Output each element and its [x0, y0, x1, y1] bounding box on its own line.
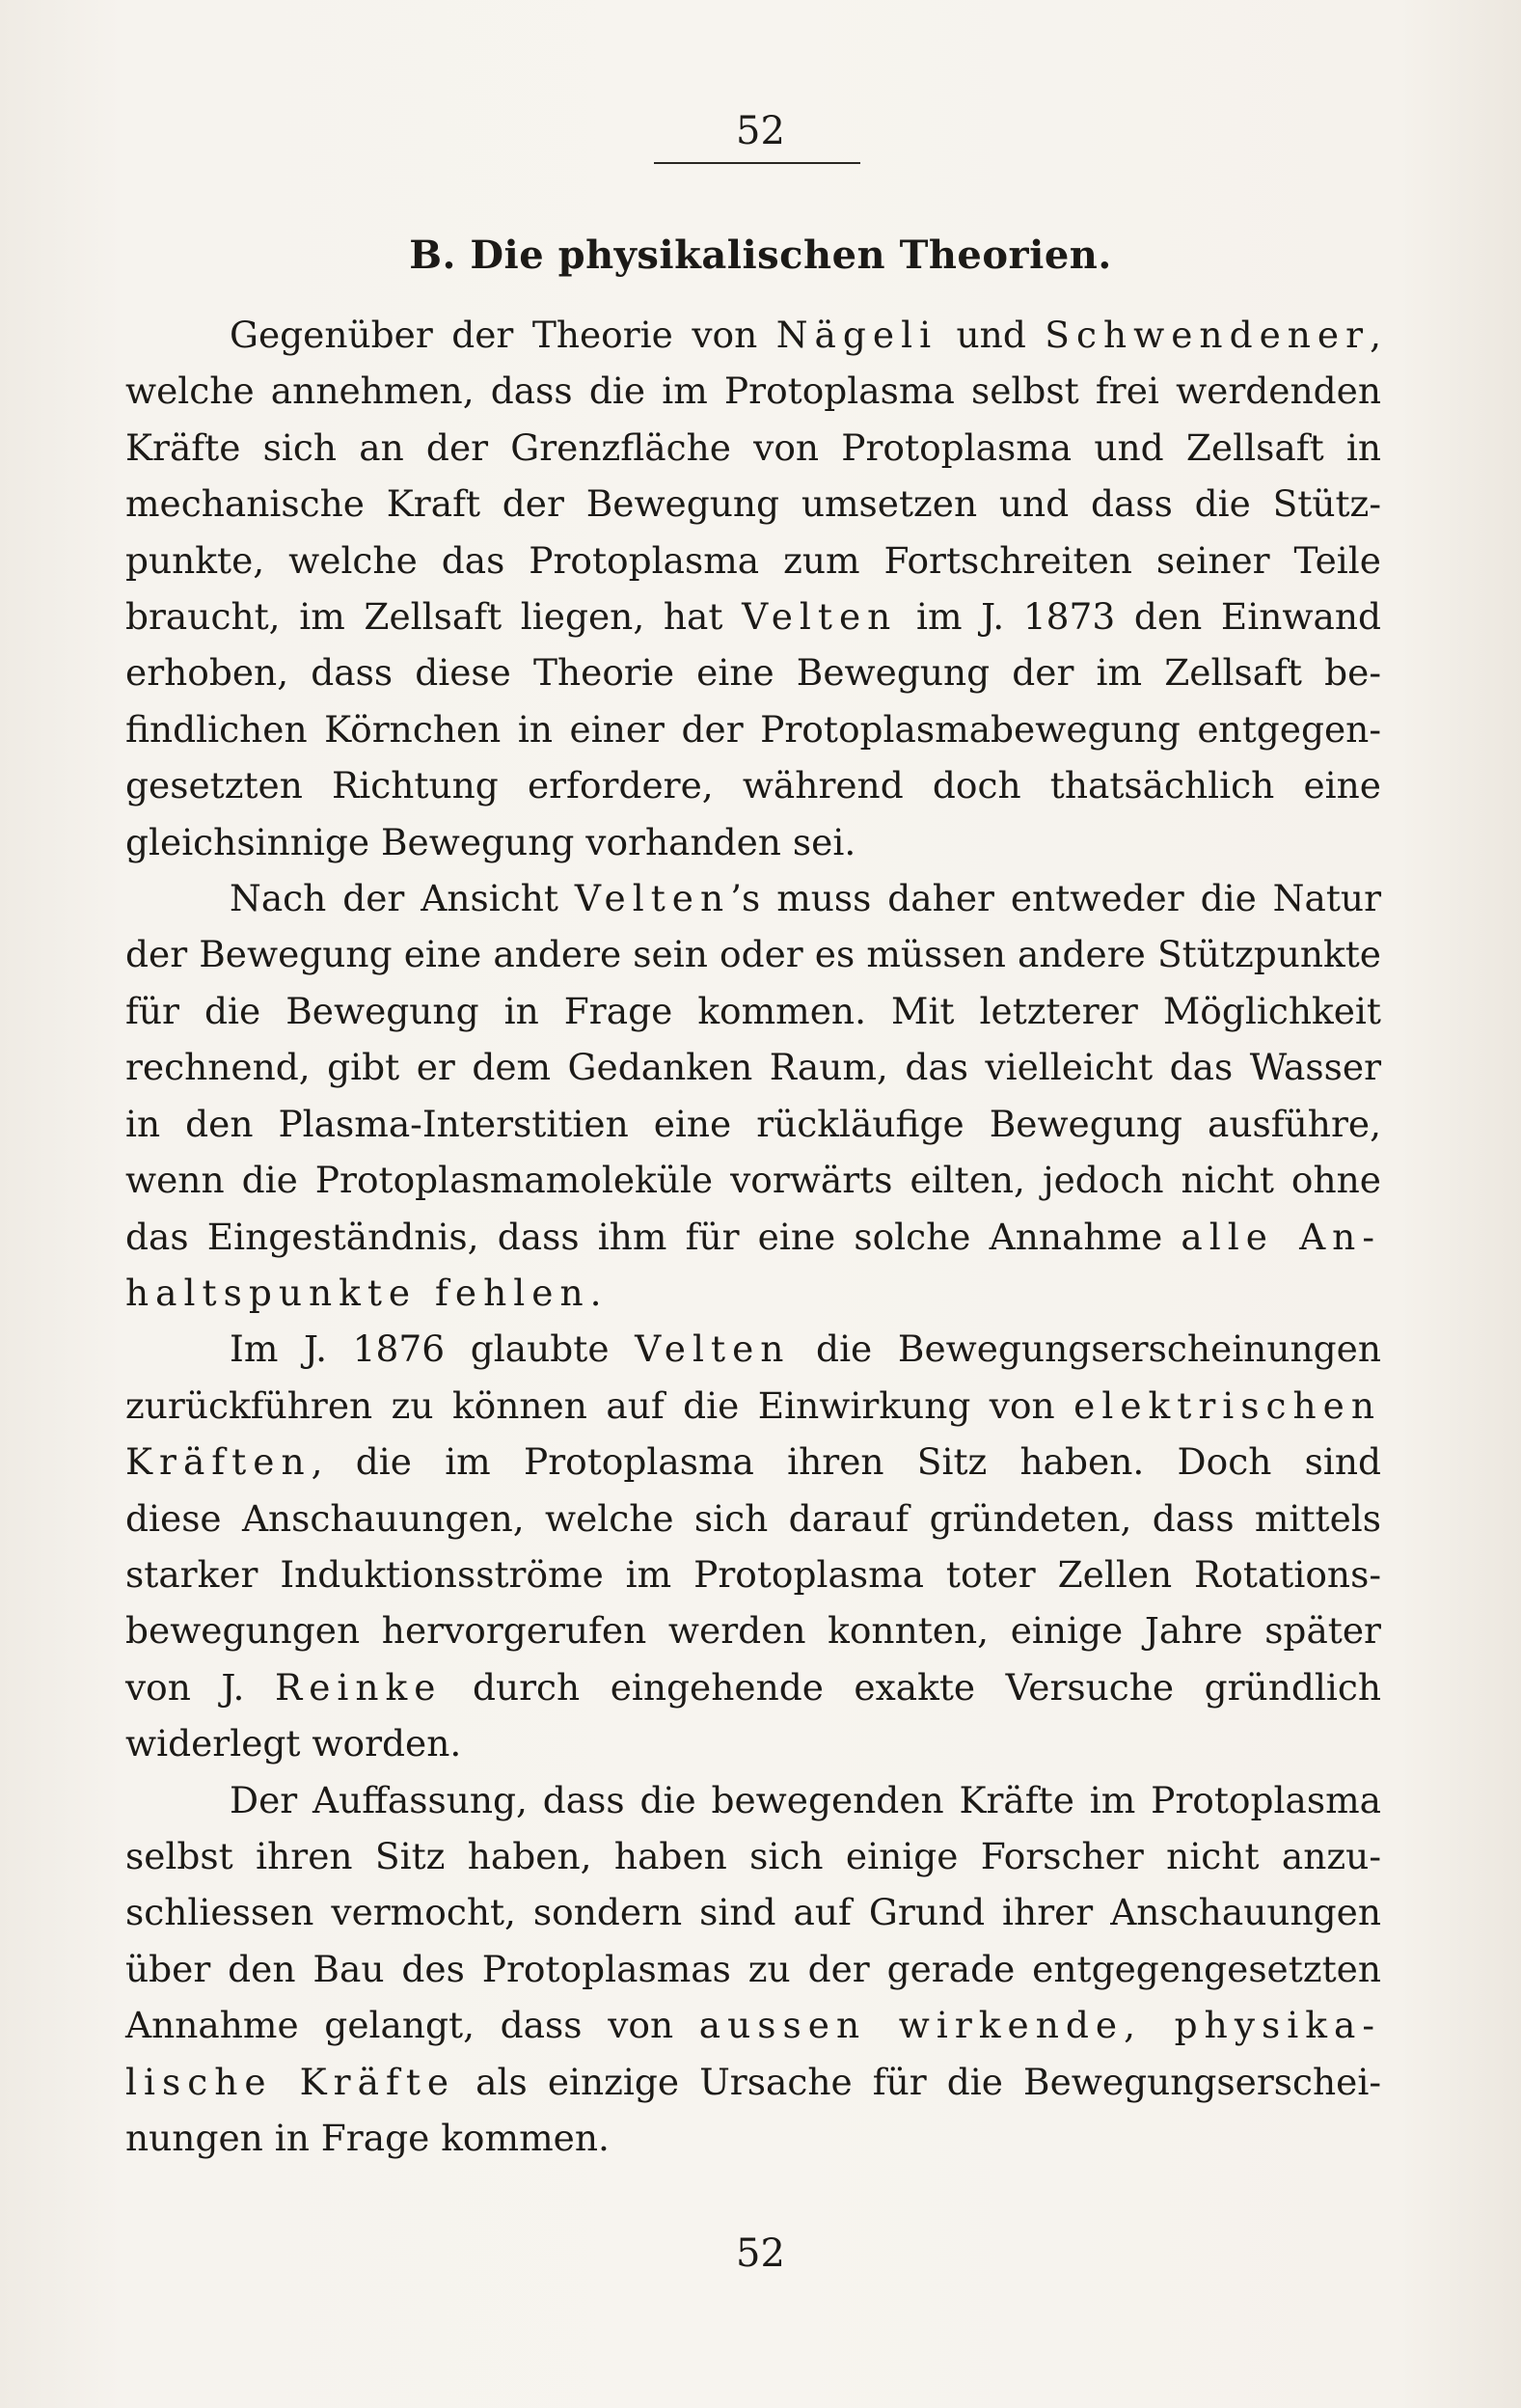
paragraph [125, 307, 1381, 870]
text-segment: ’s muss daher entweder die Natur [730, 877, 1381, 920]
text-line [125, 1828, 1381, 1884]
text-segment: Gegenüber der Theorie von [230, 314, 776, 356]
text-segment: erhoben, dass diese Theorie eine Bewegung der im Zellsaft be- [125, 651, 1381, 695]
text-segment: diese Anschauungen, welche sich darauf gründeten, dass mittels [125, 1496, 1381, 1540]
paragraph [125, 870, 1381, 1321]
spaced-emphasis: Velten [574, 877, 731, 920]
spaced-emphasis: Nägeli [775, 314, 938, 356]
section-title: B. Die physikalischen Theorien. [409, 233, 1112, 278]
spaced-emphasis: elektrischen [1073, 1383, 1381, 1427]
text-line [125, 1378, 1381, 1434]
text-line [125, 1152, 1381, 1208]
spaced-emphasis: lische Kräfte [125, 2060, 456, 2103]
text-line [125, 1884, 1381, 1940]
text-line [125, 533, 1381, 588]
text-segment: braucht, im Zellsaft liegen, hat [125, 595, 743, 639]
text-line [125, 1659, 1381, 1715]
text-line [125, 983, 1381, 1039]
text-line [125, 1772, 1381, 1828]
text-segment: über den Bau des Protoplasmas zu der gerade entgegengesetzten [125, 1947, 1381, 1990]
text-line [125, 1209, 1381, 1265]
text-segment: , die im Protoplasma ihren Sitz haben. Doch sind [311, 1440, 1381, 1484]
text-line [125, 1997, 1381, 2053]
text-line [125, 926, 1381, 982]
header-rule [654, 162, 860, 164]
page-number-footer: 52 [736, 2231, 785, 2276]
text-segment: als einzige Ursache für die Bewegungserschei- [455, 2060, 1382, 2103]
text-segment: die Bewegungserscheinungen [790, 1327, 1381, 1371]
paragraph [125, 1772, 1381, 2167]
text-segment: zurückführen zu können auf die Einwirkung von [125, 1383, 1074, 1427]
spaced-emphasis: Schwendener [1045, 314, 1371, 356]
text-segment: widerlegt worden. [125, 1722, 462, 1765]
spaced-emphasis: Kräften [125, 1440, 312, 1484]
text-line [125, 2054, 1381, 2110]
text-segment: in den Plasma-Interstitien eine rückläufige Bewegung ausführe, [125, 1102, 1381, 1145]
text-line [125, 1039, 1381, 1095]
text-segment: selbst ihren Sitz haben, haben sich einige Forscher nicht anzu- [125, 1834, 1381, 1877]
text-line [125, 814, 1381, 870]
text-line [125, 476, 1381, 532]
text-line [125, 307, 1381, 363]
text-segment: mechanische Kraft der Bewegung umsetzen und dass die Stütz- [125, 482, 1381, 526]
text-line [125, 701, 1381, 757]
text-segment: wenn die Protoplasmamoleküle vorwärts eilten, jedoch nicht ohne [125, 1159, 1381, 1202]
text-segment: im J. 1873 den Einwand [897, 595, 1381, 639]
text-line [125, 644, 1381, 700]
text-segment: bewegungen hervorgerufen werden konnten, einige Jahre später [125, 1609, 1381, 1653]
text-line [125, 1096, 1381, 1152]
text-segment: starker Induktionsströme im Protoplasma toter Zellen Rotations- [125, 1552, 1381, 1596]
text-segment: schliessen vermocht, sondern sind auf Grund ihrer Anschauungen [125, 1891, 1381, 1934]
text-line [125, 757, 1381, 813]
paragraph [125, 1321, 1381, 1771]
text-line [125, 1602, 1381, 1658]
text-segment: welche annehmen, dass die im Protoplasma selbst frei werdenden [125, 369, 1381, 413]
text-line [125, 420, 1381, 476]
text-segment: nungen in Frage kommen. [125, 2117, 610, 2159]
text-segment: von J. [125, 1665, 275, 1709]
text-segment: und [937, 314, 1046, 356]
spaced-emphasis: haltspunkte fehlen [125, 1271, 590, 1314]
page-number-header: 52 [736, 109, 785, 153]
text-line [125, 870, 1381, 926]
text-line [125, 1941, 1381, 1997]
text-line [125, 363, 1381, 419]
text-segment: findlichen Körnchen in einer der Protoplasmabewegung entgegen- [125, 707, 1381, 751]
text-segment: Kräfte sich an der Grenzfläche von Protoplasma und Zellsaft in [125, 425, 1381, 469]
spaced-emphasis: Reinke [274, 1665, 443, 1709]
text-segment: punkte, welche das Protoplasma zum Fortschreiten seiner Teile [125, 538, 1381, 582]
text-line [125, 1491, 1381, 1546]
text-segment: Im J. 1876 glaubte [230, 1327, 636, 1371]
spaced-emphasis: alle An- [1181, 1215, 1381, 1258]
text-segment: rechnend, gibt er dem Gedanken Raum, das vielleicht das Wasser [125, 1046, 1381, 1089]
text-segment: Annahme gelangt, dass von [125, 2004, 699, 2047]
text-segment: . [589, 1271, 602, 1314]
text-segment: , [1370, 314, 1381, 356]
text-segment: Nach der Ansicht [230, 877, 575, 920]
body-text [125, 307, 1381, 2166]
text-segment: für die Bewegung in Frage kommen. Mit letzterer Möglichkeit [125, 989, 1381, 1032]
text-segment: gesetzten Richtung erfordere, während doch thatsächlich eine [125, 764, 1381, 807]
text-segment: Der Auffassung, dass die bewegenden Kräfte im Protoplasma [230, 1778, 1381, 1821]
text-line [125, 1265, 1381, 1321]
text-line [125, 1546, 1381, 1602]
text-line [125, 2110, 1381, 2166]
text-segment: gleichsinnige Bewegung vorhanden sei. [125, 820, 856, 863]
text-segment: das Eingeständnis, dass ihm für eine solche Annahme [125, 1215, 1181, 1258]
text-line [125, 1434, 1381, 1490]
text-line [125, 1715, 1381, 1771]
spaced-emphasis: Velten [635, 1327, 791, 1371]
spaced-emphasis: Velten [742, 595, 898, 639]
spaced-emphasis: aussen wirkende, physika- [698, 2004, 1381, 2047]
text-line [125, 588, 1381, 644]
text-segment: der Bewegung eine andere sein oder es müssen andere Stützpunkte [125, 933, 1381, 976]
text-segment: durch eingehende exakte Versuche gründlich [442, 1665, 1381, 1709]
text-line [125, 1321, 1381, 1377]
